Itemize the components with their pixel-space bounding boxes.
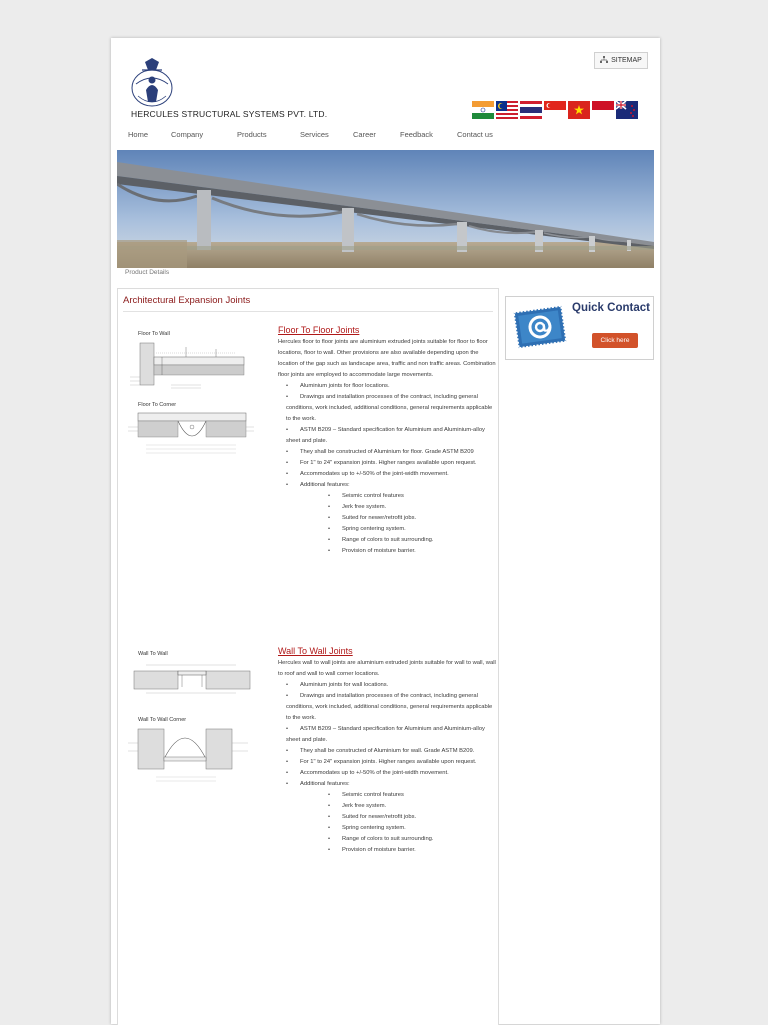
floor-intro: Hercules floor to floor joints are aluminium extruded joints suitable for floor to floor locations, floor to wall. Other provisions are also available depending upon the location of the gap such as landscape area, traffic and non traffic areas. Combination floor joints are employed to accommodate large movements. [278,339,496,378]
divider [123,311,493,312]
list-item: • Aluminium joints for floor locations. [286,383,390,389]
sitemap-button[interactable] [594,52,648,69]
floor-joint-diagram [126,327,256,469]
wall-intro: Hercules wall to wall joints are aluminium extruded joints suitable for wall to wall, wall to roof and wall to wall corner locations. [278,660,496,677]
nav-career[interactable]: Career [353,130,376,139]
list-item: • Jerk free system. [328,803,387,809]
diagram-label-floor-to-wall: Floor To Wall [138,331,170,337]
page-container [111,38,660,1024]
list-item: • Accommodates up to +/-50% of the joint-width movement. [286,770,449,776]
list-item: • Suited for newer/retrofit jobs. [328,515,417,521]
list-item: • Additional features: [286,781,350,787]
list-item: • Provision of moisture barrier. [328,548,416,554]
wall-joint-diagram [126,647,256,797]
nav-company[interactable]: Company [171,130,204,139]
breadcrumb: Product Details [125,269,170,276]
nav-contact-us[interactable]: Contact us [457,130,493,139]
list-item: • Accommodates up to +/-50% of the joint-width movement. [286,471,449,477]
list-item: • For 1" to 24" expansion joints. Higher ranges available upon request. [286,759,477,765]
new-zealand-flag-icon[interactable] [616,101,638,119]
vietnam-flag-icon[interactable] [568,101,590,119]
nav-feedback[interactable]: Feedback [400,130,433,139]
quick-contact-title: Quick Contact [572,302,650,314]
nav-home[interactable]: Home [128,130,149,139]
singapore-flag-icon[interactable] [544,101,566,119]
list-item: • They shall be constructed of Aluminium for wall. Grade ASTM B209. [286,748,475,754]
sitemap-label: SITEMAP [611,57,642,64]
nav-services[interactable]: Services [300,130,329,139]
quick-contact-button[interactable] [505,296,654,360]
list-item: • Spring centering system. [328,825,406,831]
banner-image [117,150,654,268]
floor-joints-link[interactable]: Floor To Floor Joints [278,325,360,335]
list-item: • Spring centering system. [328,526,406,532]
list-item: • For 1" to 24" expansion joints. Higher ranges available upon request. [286,460,477,466]
list-item: • Drawings and installation processes of the contract, including general conditions, work included, additional conditions, general requirements applicable to the work. [286,693,493,721]
wall-joints-link[interactable]: Wall To Wall Joints [278,646,353,656]
company-logo[interactable] [128,56,176,108]
sitemap-icon [600,56,608,63]
list-item: • ASTM B209 – Standard specification for Aluminium and Aluminium-alloy sheet and plate. [286,726,485,743]
list-item: • Range of colors to suit surrounding. [328,836,434,842]
floor-joints-text [278,337,496,557]
list-item: • Seismic control features [328,493,404,499]
list-item: • ASTM B209 – Standard specification for Aluminium and Aluminium-alloy sheet and plate. [286,427,485,444]
list-item: • They shall be constructed of Aluminium for floor. Grade ASTM B209 [286,449,474,455]
diagram-label-floor-to-corner: Floor To Corner [138,402,177,408]
list-item: • Jerk free system. [328,504,387,510]
diagram-label-wall-to-wall: Wall To Wall [138,651,168,657]
page-title: Architectural Expansion Joints [123,295,251,306]
malaysia-flag-icon[interactable] [496,101,518,119]
thailand-flag-icon[interactable] [520,101,542,119]
at-sign-stamp-icon [512,303,568,351]
nav-products[interactable]: Products [237,130,267,139]
list-item: • Additional features: [286,482,350,488]
diagram-label-wall-to-wall-corner: Wall To Wall Corner [138,717,187,723]
list-item: • Drawings and installation processes of the contract, including general conditions, work included, additional conditions, general requirements applicable to the work. [286,394,493,422]
list-item: • Range of colors to suit surrounding. [328,537,434,543]
list-item: • Provision of moisture barrier. [328,847,416,853]
click-here-button[interactable]: Click here [592,333,638,348]
list-item: • Suited for newer/retrofit jobs. [328,814,417,820]
wall-joints-text [278,658,496,856]
india-flag-icon[interactable] [472,101,494,119]
indonesia-flag-icon[interactable] [592,101,614,119]
list-item: • Seismic control features [328,792,404,798]
product-details-panel [117,288,499,1025]
list-item: • Aluminium joints for wall locations. [286,682,389,688]
company-name[interactable]: HERCULES STRUCTURAL SYSTEMS PVT. LTD. [131,109,328,119]
